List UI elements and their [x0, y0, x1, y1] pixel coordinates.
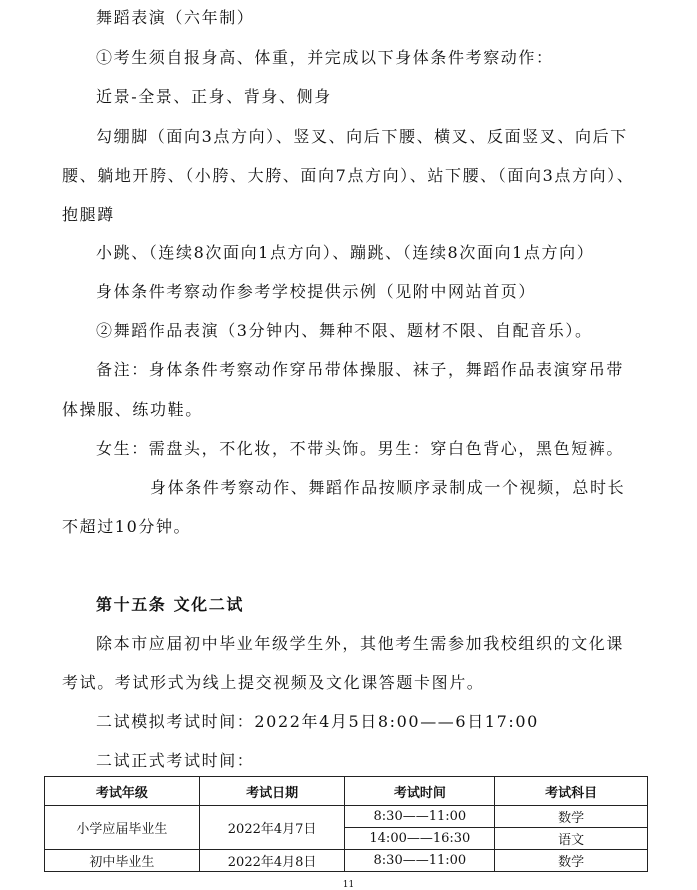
- header-time: 考试时间: [345, 777, 495, 806]
- table-header-row: [45, 777, 648, 806]
- paragraph-line: 小跳、（连续8次面向1点方向）、蹦跳、（连续8次面向1点方向）: [96, 243, 595, 262]
- section-heading: 第十五条 文化二试: [96, 595, 244, 614]
- paragraph-line: 腰、躺地开胯、（小胯、大胯、面向7点方向）、站下腰、（面向3点方向）、: [62, 166, 635, 185]
- paragraph-line: 不超过10分钟。: [62, 517, 192, 536]
- header-date: 考试日期: [199, 777, 345, 806]
- formal-exam-label: 二试正式考试时间：: [96, 751, 255, 770]
- cell-time: 14:00——16:30: [345, 828, 495, 850]
- paragraph-line: 勾绷脚（面向3点方向）、竖叉、向后下腰、横叉、反面竖叉、向后下: [96, 127, 628, 146]
- paragraph-line: 除本市应届初中毕业年级学生外，其他考生需参加我校组织的文化课: [96, 634, 625, 653]
- cell-grade: 初中毕业生: [45, 850, 200, 872]
- table-row: [45, 850, 648, 872]
- note-line: 体操服、练功鞋。: [62, 400, 203, 419]
- paragraph-line: 考试。考试形式为线上提交视频及文化课答题卡图片。: [62, 673, 485, 692]
- header-grade: 考试年级: [45, 777, 200, 806]
- cell-subject: 数学: [495, 806, 648, 828]
- cell-time: 8:30——11:00: [345, 850, 495, 872]
- cell-time: 8:30——11:00: [345, 806, 495, 828]
- cell-grade: 小学应届毕业生: [45, 806, 200, 850]
- page-number: 11: [342, 880, 355, 890]
- header-subject: 考试科目: [495, 777, 648, 806]
- mock-exam-time: 二试模拟考试时间：2022年4月5日8:00——6日17:00: [96, 712, 539, 731]
- paragraph-line: 近景-全景、正身、背身、侧身: [96, 87, 332, 106]
- exam-schedule-table: [44, 776, 648, 872]
- cell-date: 2022年4月8日: [199, 850, 345, 872]
- table-row: [45, 806, 648, 828]
- paragraph-line: ②舞蹈作品表演（3分钟内、舞种不限、题材不限、自配音乐）。: [96, 321, 593, 340]
- cell-subject: 数学: [495, 850, 648, 872]
- cell-date: 2022年4月7日: [199, 806, 345, 850]
- paragraph-line: ①考生须自报身高、体重，并完成以下身体条件考察动作：: [96, 48, 554, 67]
- paragraph-line: 身体条件考察动作参考学校提供示例（见附中网站首页）: [96, 282, 537, 301]
- subsection-title: 舞蹈表演（六年制）: [96, 8, 255, 27]
- cell-subject: 语文: [495, 828, 648, 850]
- paragraph-line: 女生：需盘头，不化妆，不带头饰。男生：穿白色背心，黑色短裤。: [96, 439, 625, 458]
- note-line: 备注：身体条件考察动作穿吊带体操服、袜子，舞蹈作品表演穿吊带: [96, 360, 625, 379]
- paragraph-line: 抱腿蹲: [62, 205, 115, 224]
- paragraph-line: 身体条件考察动作、舞蹈作品按顺序录制成一个视频，总时长: [150, 478, 626, 497]
